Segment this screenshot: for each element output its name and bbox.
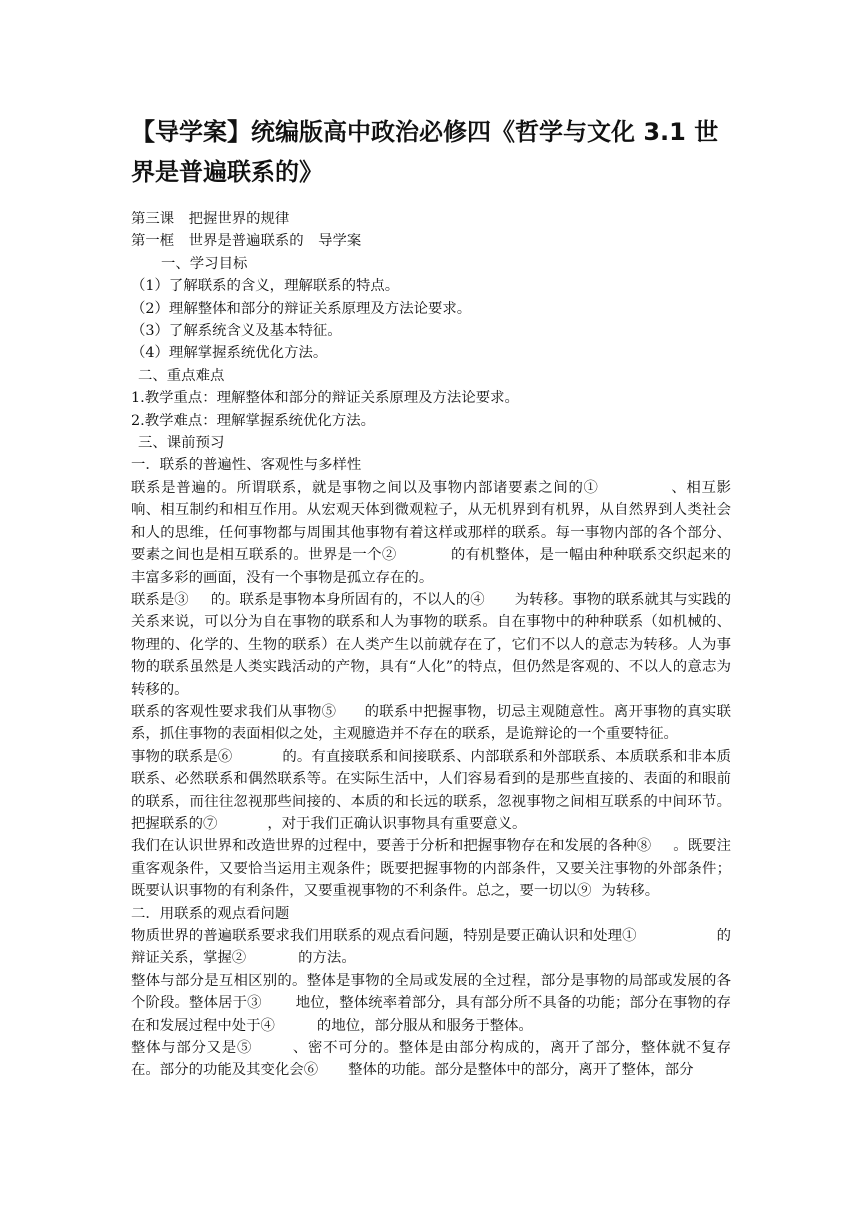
objective-item: （2）理解整体和部分的辩证关系原理及方法论要求。 <box>131 300 472 317</box>
objective-item: （3）了解系统含义及基本特征。 <box>131 323 342 340</box>
paragraph-whole-part-difference <box>131 970 731 1037</box>
text-run: 的辩证关系，掌握② <box>131 928 731 967</box>
text-run: 、密不可分的。整体是由部分构成的，离开了部分，整体就不复存在。部分的功能及其变化会⑥ <box>131 1040 731 1079</box>
text-run: 为转移。 <box>601 883 660 900</box>
objective-item: （4）理解掌握系统优化方法。 <box>131 345 328 362</box>
preview-heading: 三、课前预习 <box>138 435 225 452</box>
text-run: 的方法。 <box>298 950 356 967</box>
text-run: 整体与部分又是⑤ <box>131 1040 253 1057</box>
text-run: 的。有直接联系和间接联系、内部联系和外部联系、本质联系和非本质联系、必然联系和偶然联系等。在实际生活中，人们容易看到的是那些直接的、表面的和眼前的联系，而往往忽视那些间接的、本质的和长远的联系，忽视事物之间相互联系的中间环节。把握联系的⑦ <box>131 748 731 832</box>
text-run: 、相互影响、相互制约和相互作用。从宏观天体到微观粒子，从无机界到有机界，从自然界到人类社会和人的思维，任何事物都与周围其他事物有着这样或那样的联系。每一事物内部的各个部分、要素之间也是相互联系的。世界是一个② <box>131 479 731 564</box>
part2-heading: 二．用联系的观点看问题 <box>131 905 290 922</box>
paragraph-whole-part-intro <box>131 925 731 970</box>
key-point-item: 1.教学重点：理解整体和部分的辩证关系原理及方法论要求。 <box>131 390 519 407</box>
key-points-heading: 二、重点难点 <box>138 367 225 384</box>
text-run: 的。联系是事物本身所固有的，不以人的④ <box>210 591 485 608</box>
paragraph-objectivity <box>131 589 731 701</box>
paragraph-universality <box>131 477 731 589</box>
text-run: 物质世界的普遍联系要求我们用联系的观点看问题，特别是要正确认识和处理① <box>131 928 637 944</box>
text-run: 地位，整体统率着部分，具有部分所不具备的功能；部分在事物的存在和发展过程中处于④ <box>131 995 731 1034</box>
text-run: 联系是③ <box>131 591 189 608</box>
lesson-heading: 第三课 把握世界的规律 <box>131 211 290 227</box>
text-run: 事物的联系是⑥ <box>131 748 233 765</box>
text-run: 联系的客观性要求我们从事物⑤ <box>131 703 337 720</box>
text-run: 。既要注重客观条件，又要恰当运用主观条件；既要把握事物的内部条件，又要关注事物的外部条件；既要认识事物的有利条件，又要重视事物的不利条件。总之，要一切以⑨ <box>131 838 731 900</box>
text-run: 我们在认识世界和改造世界的过程中，要善于分析和把握事物存在和发展的各种⑧ <box>131 838 652 855</box>
text-run: 的有机整体，是一幅由种种联系交织起来的丰富多彩的画面，没有一个事物是孤立存在的。 <box>131 547 731 586</box>
paragraph-conditions <box>131 835 731 902</box>
text-run: 整体的功能。部分是整体中的部分，离开了整体，部分 <box>348 1062 694 1079</box>
key-point-item: 2.教学难点：理解掌握系统优化方法。 <box>131 412 375 429</box>
document-title: 【导学案】统编版高中政治必修四《哲学与文化 3.1 世界是普遍联系的》 <box>131 118 719 186</box>
objectives-heading: 一、学习目标 <box>161 255 248 272</box>
part1-heading: 一．联系的普遍性、客观性与多样性 <box>131 457 362 474</box>
paragraph-objectivity-requirement <box>131 701 731 746</box>
text-run: 联系是普遍的。所谓联系，就是事物之间以及事物内部诸要素之间的① <box>131 479 599 496</box>
section-heading: 第一框 世界是普遍联系的 导学案 <box>131 233 362 250</box>
objective-item: （1）了解联系的含义，理解联系的特点。 <box>131 278 400 295</box>
document-body <box>131 208 731 1082</box>
paragraph-whole-part-connection <box>131 1037 731 1082</box>
paragraph-diversity <box>131 746 731 836</box>
text-run: 整体与部分是互相区别的。整体是事物的全局或发展的全过程，部分是事物的局部或发展的各个阶段。整体居于③ <box>131 972 731 1012</box>
text-run: 为转移。事物的联系就其与实践的关系来说，可以分为自在事物的联系和人为事物的联系。自在事物中的种种联系（如机械的、物理的、化学的、生物的联系）在人类产生以前就存在了，它们不以人的意志为转移。人为事物的联系虽然是人类实践活动的产物，具有“人化”的特点，但仍然是客观的、不以人的意志为转移的。 <box>131 591 731 698</box>
text-run: 的联系中把握事物，切忌主观随意性。离开事物的真实联系，抓住事物的表面相似之处，主观臆造并不存在的联系，是诡辩论的一个重要特征。 <box>131 703 731 743</box>
text-run: ，对于我们正确认识事物具有重要意义。 <box>267 815 527 832</box>
text-run: 的地位，部分服从和服务于整体。 <box>316 1017 533 1034</box>
